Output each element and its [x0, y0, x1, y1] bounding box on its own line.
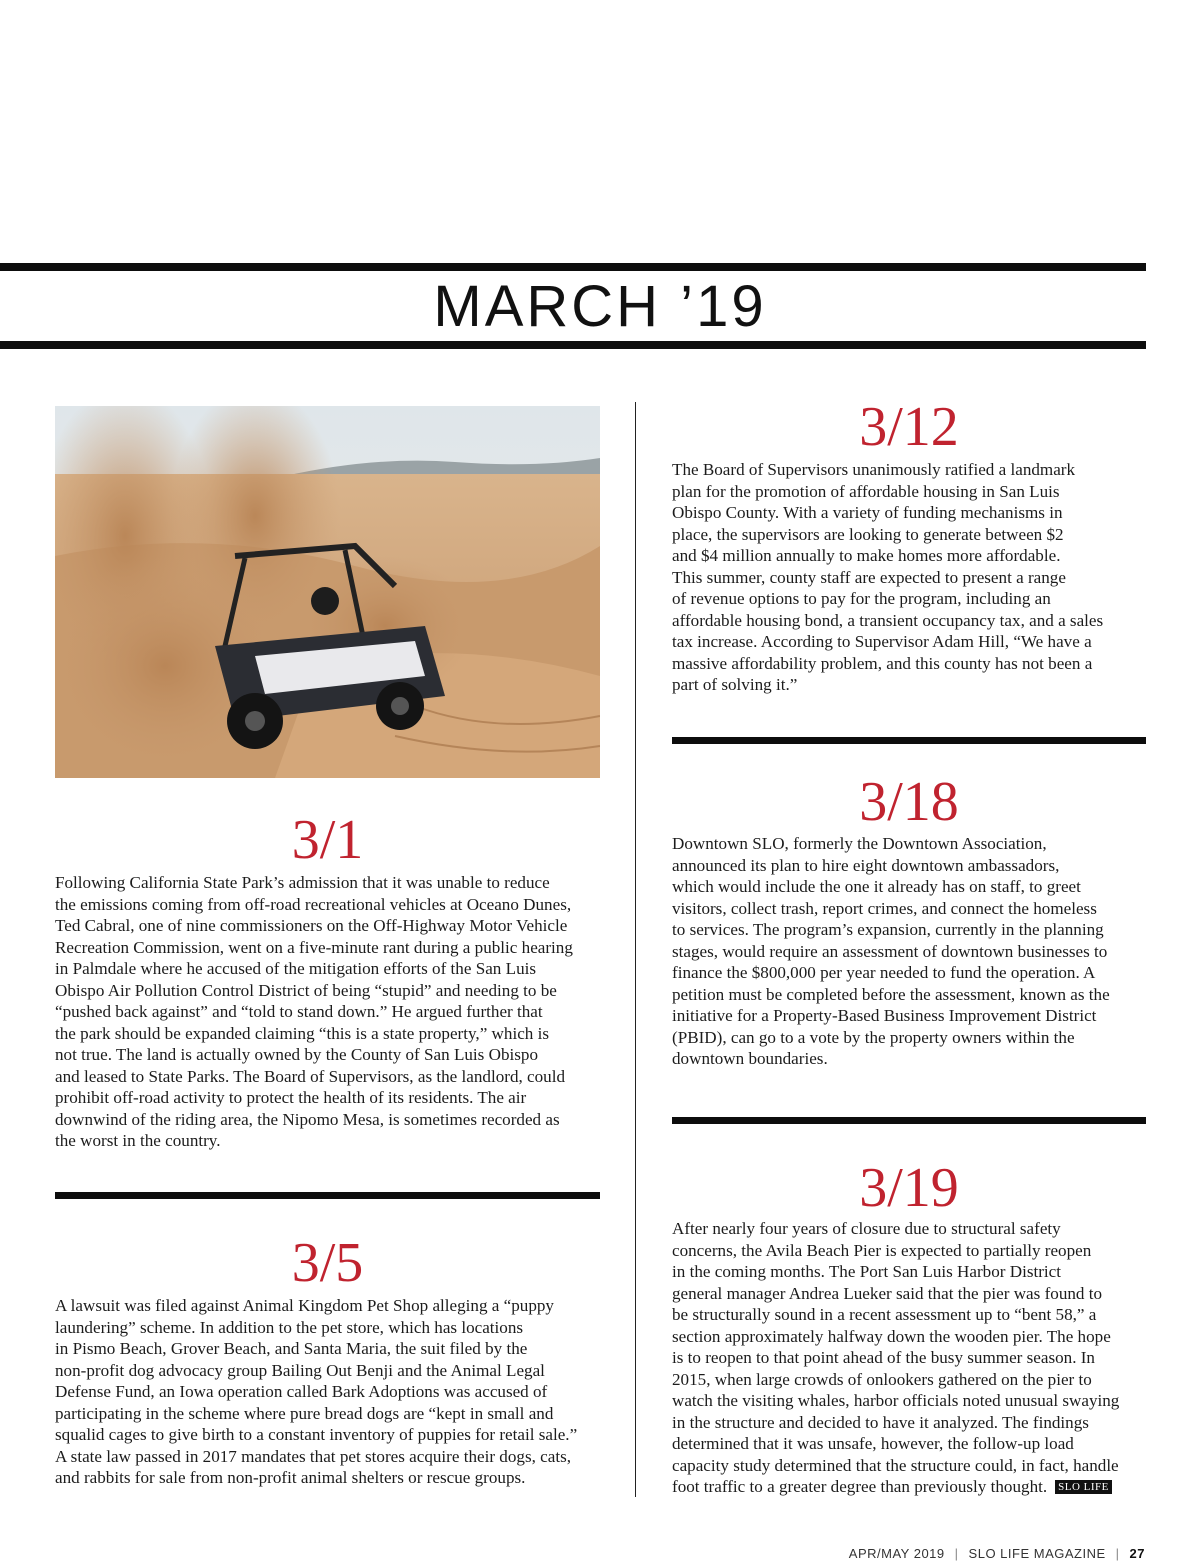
header-top-rule: [0, 263, 1146, 271]
entry-body-3-18: Downtown SLO, formerly the Downtown Association, announced its plan to hire eight downtown ambassadors, which would include the one it already has on staff, to greet visitors, collect trash, report crimes, and connect the homeless to services. The program’s expansion, currently in the planning stages, would require an assessment of downtown businesses to finance the $800,000 per year needed to fund the operation. A petition must be completed before the assessment, known as the initiative for a Property-Based Business Improvement District (PBID), can go to a vote by the property owners within the downtown boundaries.: [672, 834, 1110, 1068]
entry-date-3-5: 3/5: [291, 1232, 364, 1294]
footer-magazine: SLO LIFE MAGAZINE: [968, 1546, 1106, 1561]
right-section-rule-2: [672, 1117, 1146, 1124]
left-section-rule: [55, 1192, 600, 1199]
column-divider: [635, 402, 636, 1497]
page-title: MARCH ’19: [433, 274, 767, 339]
page-number: 27: [1129, 1546, 1145, 1561]
page-footer: [849, 1546, 1145, 1561]
footer-separator: |: [954, 1546, 959, 1561]
footer-separator-2: |: [1115, 1546, 1120, 1561]
dune-buggy-photo: [55, 406, 600, 778]
entry-body-3-12: The Board of Supervisors unanimously ratified a landmark plan for the promotion of affordable housing in San Luis Obispo County. With a variety of funding mechanisms in place, the supervisors are looking to generate between $2 and $4 million annually to make homes more affordable. This summer, county staff are expected to present a range of revenue options to pay for the program, including an affordable housing bond, a transient occupancy tax, and a sales tax increase. According to Supervisor Adam Hill, “We have a massive affordability problem, and this county has not been a part of solving it.”: [672, 460, 1104, 694]
entry-body-3-1: Following California State Park’s admission that it was unable to reduce the emissions coming from off-road recreational vehicles at Oceano Dunes, Ted Cabral, one of nine commissioners on the Off-Highway Motor Vehicle Recreation Commission, went on a five-minute rant during a public hearing in Palmdale where he accused of the mitigation efforts of the San Luis Obispo Air Pollution Control District of being “stupid” and needing to be “pushed back against” and “told to stand down.” He argued further that the park should be expanded claiming “this is a state property,” which is not true. The land is actually owned by the County of San Luis Obispo and leased to State Parks. The Board of Supervisors, as the landlord, could prohibit off-road activity to protect the health of its residents. The air downwind of the riding area, the Nipomo Mesa, is sometimes recorded as the worst in the country.: [55, 873, 573, 1150]
entry-body-3-5: A lawsuit was filed against Animal Kingdom Pet Shop alleging a “puppy laundering” scheme. In addition to the pet store, which has locations in Pismo Beach, Grover Beach, and Santa Maria, the suit filed by the non-profit dog advocacy group Bailing Out Benji and the Animal Legal Defense Fund, an Iowa operation called Bark Adoptions was accused of participating in the scheme where pure bread dogs are “kept in small and squalid cages to give birth to a constant inventory of puppies for retail sale.” A state law passed in 2017 mandates that pet stores acquire their dogs, cats, and rabbits for sale from non-profit animal shelters or rescue groups.: [55, 1296, 578, 1487]
slo-life-end-mark: SLO LIFE: [1055, 1480, 1112, 1494]
right-section-rule-1: [672, 737, 1146, 744]
entry-date-3-19: 3/19: [859, 1157, 959, 1219]
entry-date-3-12: 3/12: [859, 396, 959, 458]
header-bottom-rule: [0, 341, 1146, 349]
entry-date-3-1: 3/1: [291, 809, 364, 871]
entry-body-3-19: [672, 1218, 1172, 1498]
dune-buggy-illustration: [55, 406, 600, 778]
entry-date-3-18: 3/18: [859, 771, 959, 833]
footer-issue: APR/MAY 2019: [848, 1546, 945, 1561]
entry-body-3-19-text: After nearly four years of closure due to structural safety concerns, the Avila Beach Pier is expected to partially reopen in the coming months. The Port San Luis Harbor District general manager Andrea Lueker said that the pier was found to be structurally sound in a recent assessment up to “bent 58,” a section approximately halfway down the wooden pier. The hope is to reopen to that point ahead of the busy summer season. In 2015, when large crowds of onlookers gathered on the pier to watch the visiting whales, harbor officials noted unusual swaying in the structure and decided to have it analyzed. The findings determined that it was unsafe, however, the follow-up load capacity study determined that the structure could, in fact, handle foot traffic to a greater degree than previously thought.: [672, 1219, 1120, 1496]
